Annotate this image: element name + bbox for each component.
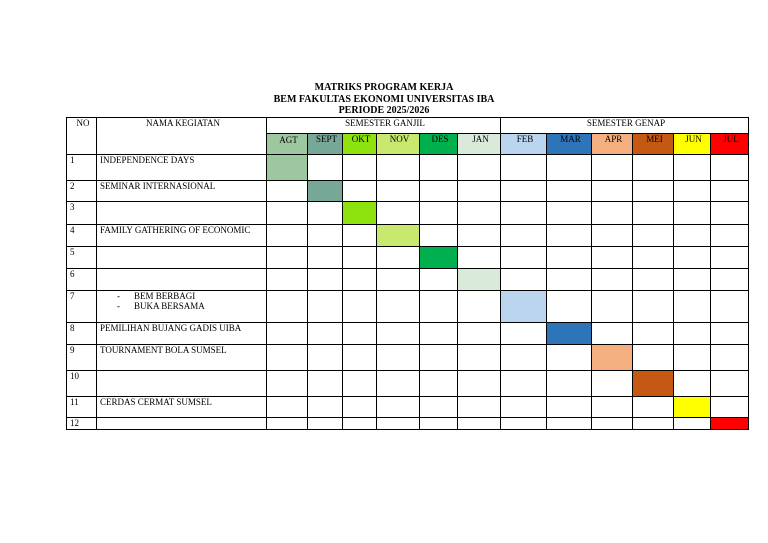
schedule-cell xyxy=(711,345,749,371)
table-row xyxy=(67,397,749,418)
table-row xyxy=(67,202,749,225)
month-header-jun: JUN xyxy=(674,134,711,155)
schedule-cell xyxy=(343,323,377,345)
schedule-cell xyxy=(592,291,633,323)
program-matrix-table xyxy=(66,117,749,430)
schedule-cell xyxy=(458,397,501,418)
schedule-cell xyxy=(377,371,420,397)
activity-name xyxy=(97,269,267,291)
schedule-cell xyxy=(547,269,592,291)
schedule-cell-filled xyxy=(458,269,501,291)
schedule-cell xyxy=(592,155,633,181)
schedule-cell xyxy=(592,225,633,247)
schedule-cell xyxy=(458,323,501,345)
schedule-cell-filled xyxy=(420,247,458,269)
schedule-cell xyxy=(711,269,749,291)
schedule-cell xyxy=(343,397,377,418)
schedule-cell xyxy=(377,269,420,291)
schedule-cell xyxy=(458,291,501,323)
table-row xyxy=(67,155,749,181)
header-activity: NAMA KEGIATAN xyxy=(97,118,267,155)
schedule-cell xyxy=(501,225,547,247)
schedule-cell xyxy=(592,418,633,430)
schedule-cell xyxy=(633,345,674,371)
schedule-cell xyxy=(547,345,592,371)
schedule-cell xyxy=(633,397,674,418)
schedule-cell xyxy=(674,371,711,397)
schedule-cell-filled xyxy=(377,225,420,247)
schedule-cell xyxy=(343,291,377,323)
schedule-cell xyxy=(308,155,343,181)
schedule-cell xyxy=(377,323,420,345)
schedule-cell xyxy=(633,323,674,345)
month-header-jul: JUL xyxy=(711,134,749,155)
schedule-cell xyxy=(420,181,458,202)
schedule-cell xyxy=(674,202,711,225)
schedule-cell xyxy=(501,418,547,430)
schedule-cell xyxy=(711,397,749,418)
schedule-cell xyxy=(308,323,343,345)
schedule-cell xyxy=(633,202,674,225)
schedule-cell xyxy=(420,323,458,345)
schedule-cell xyxy=(308,345,343,371)
header-row-semesters xyxy=(67,118,749,134)
schedule-cell xyxy=(458,225,501,247)
row-number: 9 xyxy=(67,345,97,371)
schedule-cell xyxy=(308,291,343,323)
schedule-cell xyxy=(501,269,547,291)
month-header-okt: OKT xyxy=(343,134,377,155)
activity-name: INDEPENDENCE DAYS xyxy=(97,155,267,181)
schedule-cell xyxy=(267,371,308,397)
activity-name: PEMILIHAN BUJANG GADIS UIBA xyxy=(97,323,267,345)
schedule-cell xyxy=(343,181,377,202)
schedule-cell xyxy=(267,291,308,323)
schedule-cell xyxy=(547,155,592,181)
schedule-cell xyxy=(267,269,308,291)
schedule-cell xyxy=(592,202,633,225)
schedule-cell xyxy=(674,181,711,202)
schedule-cell xyxy=(592,181,633,202)
schedule-cell xyxy=(711,323,749,345)
schedule-cell xyxy=(547,371,592,397)
row-number: 2 xyxy=(67,181,97,202)
schedule-cell xyxy=(592,397,633,418)
schedule-cell xyxy=(343,269,377,291)
schedule-cell xyxy=(420,397,458,418)
schedule-cell-filled xyxy=(547,323,592,345)
title-line-3: PERIODE 2025/2026 xyxy=(338,105,430,116)
schedule-cell xyxy=(633,181,674,202)
schedule-cell xyxy=(633,291,674,323)
month-header-apr: APR xyxy=(592,134,633,155)
schedule-cell-filled xyxy=(343,202,377,225)
schedule-cell xyxy=(267,247,308,269)
schedule-cell xyxy=(711,371,749,397)
schedule-cell xyxy=(592,269,633,291)
month-header-nov: NOV xyxy=(377,134,420,155)
schedule-cell-filled xyxy=(633,371,674,397)
activity-name xyxy=(97,371,267,397)
schedule-cell xyxy=(711,247,749,269)
activity-name: FAMILY GATHERING OF ECONOMIC xyxy=(97,225,267,247)
schedule-cell xyxy=(458,247,501,269)
schedule-cell xyxy=(458,202,501,225)
schedule-cell xyxy=(308,371,343,397)
table-row xyxy=(67,247,749,269)
activity-name: SEMINAR INTERNASIONAL xyxy=(97,181,267,202)
month-header-agt: AGT xyxy=(267,134,308,155)
table-row xyxy=(67,181,749,202)
schedule-cell xyxy=(267,181,308,202)
row-number: 5 xyxy=(67,247,97,269)
schedule-cell xyxy=(501,247,547,269)
schedule-cell xyxy=(592,371,633,397)
schedule-cell xyxy=(547,247,592,269)
schedule-cell xyxy=(377,181,420,202)
schedule-cell xyxy=(547,181,592,202)
schedule-cell xyxy=(267,397,308,418)
activity-name xyxy=(97,247,267,269)
schedule-cell xyxy=(633,247,674,269)
row-number: 7 xyxy=(67,291,97,323)
schedule-cell xyxy=(547,202,592,225)
row-number: 11 xyxy=(67,397,97,418)
schedule-cell xyxy=(547,291,592,323)
table-row xyxy=(67,323,749,345)
schedule-cell-filled xyxy=(501,291,547,323)
schedule-cell xyxy=(501,371,547,397)
schedule-cell xyxy=(308,202,343,225)
schedule-cell xyxy=(343,418,377,430)
row-number: 8 xyxy=(67,323,97,345)
schedule-cell xyxy=(458,155,501,181)
schedule-cell xyxy=(377,345,420,371)
schedule-cell xyxy=(377,418,420,430)
schedule-cell xyxy=(420,291,458,323)
schedule-cell xyxy=(420,371,458,397)
title-line-1: MATRIKS PROGRAM KERJA xyxy=(314,82,454,93)
schedule-cell xyxy=(547,225,592,247)
schedule-cell xyxy=(674,323,711,345)
activity-name xyxy=(97,418,267,430)
schedule-cell xyxy=(420,155,458,181)
month-header-mei: MEI xyxy=(633,134,674,155)
schedule-cell xyxy=(547,418,592,430)
schedule-cell xyxy=(458,418,501,430)
row-number: 10 xyxy=(67,371,97,397)
schedule-cell xyxy=(308,418,343,430)
schedule-cell xyxy=(343,155,377,181)
schedule-cell xyxy=(343,371,377,397)
table-row xyxy=(67,418,749,430)
activity-name xyxy=(97,202,267,225)
schedule-cell xyxy=(458,371,501,397)
schedule-cell xyxy=(674,155,711,181)
schedule-cell xyxy=(674,345,711,371)
activity-name: CERDAS CERMAT SUMSEL xyxy=(97,397,267,418)
table-row xyxy=(67,291,749,323)
schedule-cell xyxy=(674,418,711,430)
schedule-cell xyxy=(308,247,343,269)
schedule-cell xyxy=(308,269,343,291)
schedule-cell xyxy=(377,202,420,225)
month-header-jan: JAN xyxy=(458,134,501,155)
row-number: 6 xyxy=(67,269,97,291)
schedule-cell-filled xyxy=(267,155,308,181)
schedule-cell xyxy=(377,155,420,181)
table-row xyxy=(67,225,749,247)
schedule-cell xyxy=(377,247,420,269)
schedule-cell xyxy=(592,323,633,345)
schedule-cell xyxy=(633,225,674,247)
schedule-cell xyxy=(267,225,308,247)
schedule-cell xyxy=(420,225,458,247)
header-no: NO xyxy=(67,118,97,155)
schedule-cell xyxy=(633,155,674,181)
schedule-cell xyxy=(267,202,308,225)
schedule-cell-filled xyxy=(674,397,711,418)
document-title xyxy=(0,82,768,117)
schedule-cell xyxy=(420,418,458,430)
schedule-cell xyxy=(674,269,711,291)
schedule-cell xyxy=(420,345,458,371)
schedule-cell xyxy=(674,247,711,269)
row-number: 1 xyxy=(67,155,97,181)
schedule-cell xyxy=(267,418,308,430)
schedule-cell xyxy=(501,181,547,202)
schedule-cell xyxy=(711,181,749,202)
schedule-cell-filled xyxy=(308,181,343,202)
title-line-2: BEM FAKULTAS EKONOMI UNIVERSITAS IBA xyxy=(273,93,495,105)
schedule-cell xyxy=(377,291,420,323)
schedule-cell xyxy=(711,291,749,323)
schedule-cell xyxy=(267,323,308,345)
schedule-cell xyxy=(711,225,749,247)
schedule-cell xyxy=(343,247,377,269)
schedule-cell-filled xyxy=(592,345,633,371)
schedule-cell xyxy=(501,155,547,181)
activity-name xyxy=(97,291,267,323)
header-semester-genap: SEMESTER GENAP xyxy=(501,118,749,134)
schedule-cell xyxy=(711,202,749,225)
table-row xyxy=(67,371,749,397)
header-semester-ganjil: SEMESTER GANJIL xyxy=(267,118,501,134)
month-header-des: DES xyxy=(420,134,458,155)
schedule-cell xyxy=(501,202,547,225)
activity-sub-list xyxy=(100,291,266,311)
schedule-cell xyxy=(674,225,711,247)
schedule-cell xyxy=(633,418,674,430)
schedule-cell xyxy=(458,345,501,371)
schedule-cell xyxy=(267,345,308,371)
schedule-cell xyxy=(501,323,547,345)
schedule-cell xyxy=(458,181,501,202)
schedule-cell xyxy=(633,269,674,291)
activity-sub-item: - BUKA BERSAMA xyxy=(118,301,266,311)
schedule-cell xyxy=(711,155,749,181)
schedule-cell xyxy=(343,225,377,247)
schedule-cell xyxy=(343,345,377,371)
table-row xyxy=(67,269,749,291)
table-row xyxy=(67,345,749,371)
month-header-sept: SEPT xyxy=(308,134,343,155)
schedule-cell xyxy=(592,247,633,269)
schedule-cell xyxy=(308,397,343,418)
month-header-mar: MAR xyxy=(547,134,592,155)
activity-name: TOURNAMENT BOLA SUMSEL xyxy=(97,345,267,371)
month-header-feb: FEB xyxy=(501,134,547,155)
row-number: 3 xyxy=(67,202,97,225)
row-number: 12 xyxy=(67,418,97,430)
row-number: 4 xyxy=(67,225,97,247)
schedule-cell xyxy=(674,291,711,323)
schedule-cell xyxy=(308,225,343,247)
schedule-cell xyxy=(501,397,547,418)
schedule-cell xyxy=(377,397,420,418)
schedule-cell xyxy=(547,397,592,418)
schedule-cell xyxy=(420,202,458,225)
schedule-cell-filled xyxy=(711,418,749,430)
schedule-cell xyxy=(501,345,547,371)
schedule-cell xyxy=(420,269,458,291)
activity-sub-item: - BEM BERBAGI xyxy=(118,291,266,301)
